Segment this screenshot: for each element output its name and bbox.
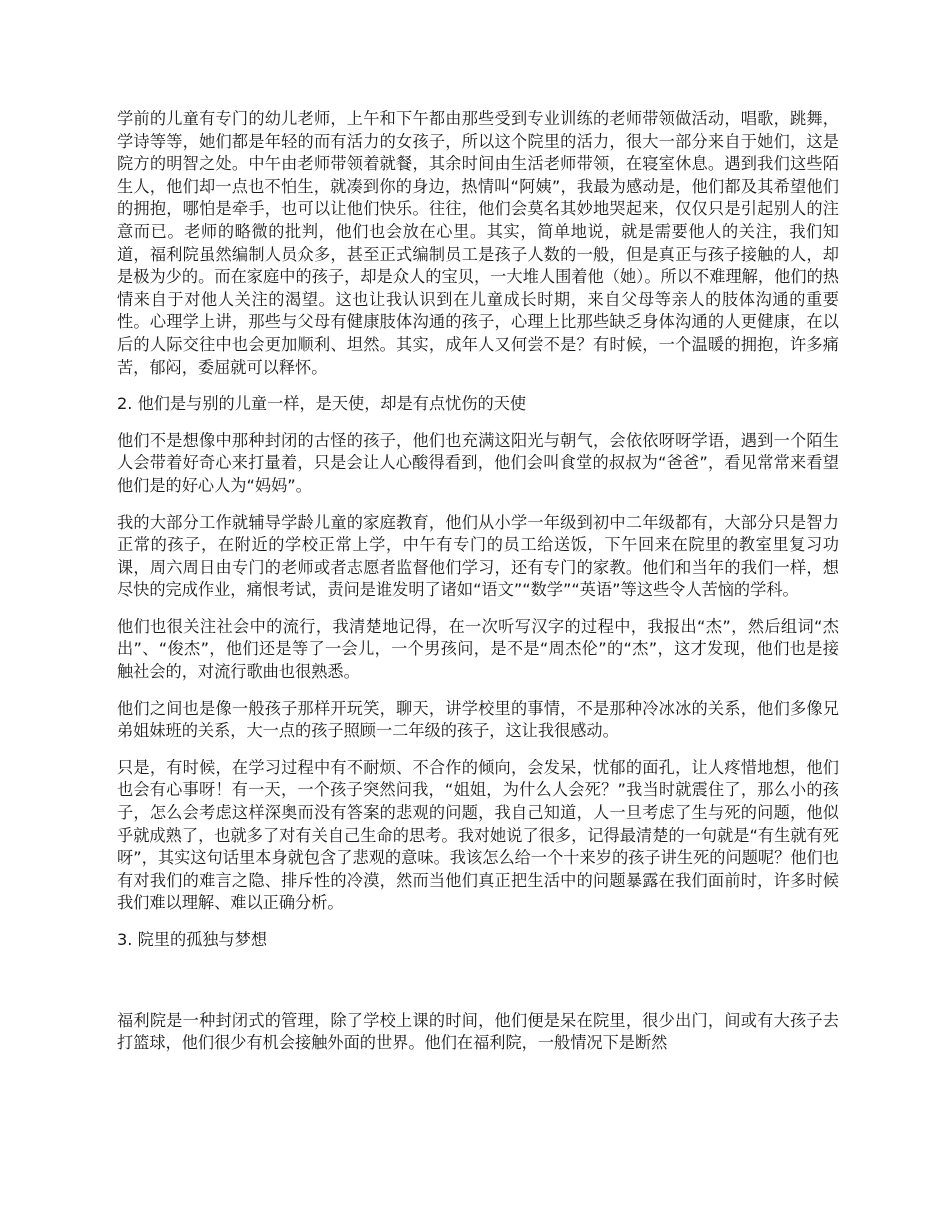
paragraph-sibling-relations: 他们之间也是像一般孩子那样开玩笑，聊天，讲学校里的事情，不是那种冷冰冰的关系，他们多像兄弟姐妹班的关系，大一点的孩子照顾一二年级的孩子，这让我很感动。 [117,698,839,741]
paragraph-pop-culture: 他们也很关注社会中的流行，我清楚地记得，在一次听写汉字的过程中，我报出“杰”，然后组词“杰出”、“俊杰”，他们还是等了一会儿，一个男孩问，是不是“周杰伦”的“杰”，这才发现，他们也是接触社会的，对流行歌曲也很熟悉。 [117,616,839,682]
paragraph-preschool-children: 学前的儿童有专门的幼儿老师，上午和下午都由那些受到专业训练的老师带领做活动，唱歌，跳舞，学诗等等，她们都是年轻的而有活力的女孩子，所以这个院里的活力，很大一部分来自于她们，这是院方的明智之处。中午由老师带领着就餐，其余时间由生活老师带领，在寝室休息。遇到我们这些陌生人，他们却一点也不怕生，就凑到你的身边，热情叫“阿姨”，我最为感动是，他们都及其希望他们的拥抱，哪怕是牵手，也可以让他们快乐。往往，他们会莫名其妙地哭起来，仅仅只是引起别人的注意而已。老师的略微的批判，他们也会放在心里。其实，简单地说，就是需要他人的关注，我们知道，福利院虽然编制人员众多，甚至正式编制员工是孩子人数的一般，但是真正与孩子接触的人，却是极为少的。而在家庭中的孩子，却是众人的宝贝，一大堆人围着他（她）。所以不难理解，他们的热情来自于对他人关注的渴望。这也让我认识到在儿童成长时期，来自父母等亲人的肢体沟通的重要性。心理学上讲，那些与父母有健康肢体沟通的孩子，心理上比那些缺乏身体沟通的人更健康，在以后的人际交往中也会更加顺利、坦然。其实，成年人又何尝不是？有时候，一个温暖的拥抱，许多痛苦，郁闷，委屈就可以释怀。 [117,109,839,377]
document-body [117,108,839,1069]
paragraph-tutoring-work: 我的大部分工作就辅导学龄儿童的家庭教育，他们从小学一年级到初中二年级都有，大部分只是智力正常的孩子，在附近的学校正常上学，中午有专门的员工给送饭，下午回来在院里的教室里复习功课，周六周日由专门的老师或者志愿者监督他们学习，还有专门的家教。他们和当年的我们一样，想尽快的完成作业，痛恨考试，责问是谁发明了诸如“语文”“数学”“英语”等这些令人苦恼的学科。 [117,512,839,600]
paragraph-closed-management: 福利院是一种封闭式的管理，除了学校上课的时间，他们便是呆在院里，很少出门，间或有大孩子去打篮球，他们很少有机会接触外面的世界。他们在福利院，一般情况下是断然 [117,1010,839,1053]
paragraph-not-closed-children: 他们不是想像中那种封闭的古怪的孩子，他们也充满这阳光与朝气，会依依呀呀学语，遇到一个陌生人会带着好奇心来打量着，只是会让人心酸得看到，他们会叫食堂的叔叔为“爸爸”，看见常常来看望他们是的好心人为“妈妈”。 [117,430,839,495]
paragraph-life-and-death: 只是，有时候，在学习过程中有不耐烦、不合作的倾向，会发呆，忧郁的面孔，让人疼惜地想，他们也会有心事呀！有一天，一个孩子突然问我，“姐姐，为什么人会死？”我当时就震住了，那么小的孩子，怎么会考虑这样深奥而没有答案的悲观的问题，我自己知道，人一旦考虑了生与死的问题，他似乎就成熟了，也就多了对有关自己生命的思考。我对她说了很多，记得最清楚的一句就是“有生就有死呀”，其实这句话里本身就包含了悲观的意味。我该怎么给一个十来岁的孩子讲生死的问题呢？他们也有对我们的难言之隐、排斥性的冷漠，然而当他们真正把生活中的问题暴露在我们面前时，许多时候我们难以理解、难以正确分析。 [117,757,839,913]
section-heading-3: 3. 院里的孤独与梦想 [117,930,268,949]
section-heading-2: 2. 他们是与别的儿童一样，是天使，却是有点忧伤的天使 [117,394,527,414]
